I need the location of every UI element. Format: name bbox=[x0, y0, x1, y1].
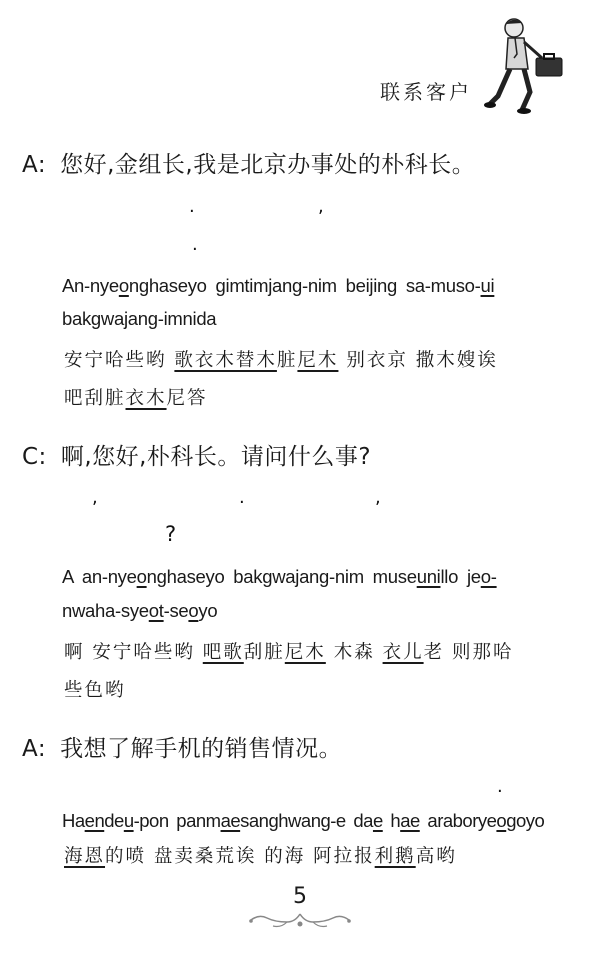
roman-segment: mjang- bbox=[253, 275, 308, 296]
pron-segment: 木森 bbox=[325, 642, 383, 663]
romanization-line: bakgwajang-imnida bbox=[62, 308, 217, 329]
pron-segment-underlined: 衣木 bbox=[125, 388, 167, 409]
korean-text: . bbox=[192, 234, 198, 255]
roman-segment: -se bbox=[163, 600, 189, 621]
korean-text: , bbox=[375, 487, 381, 508]
roman-segment-underlined: ot bbox=[148, 600, 164, 621]
roman-segment: muso- bbox=[430, 275, 481, 296]
roman-segment: h bbox=[382, 810, 401, 831]
chinese-pronunciation-line bbox=[64, 842, 457, 868]
pron-segment-underlined: 歌衣木替木 bbox=[174, 350, 277, 371]
pron-segment: 尼答 bbox=[166, 388, 208, 409]
korean-text: . bbox=[239, 487, 245, 508]
pron-segment-underlined: 吧歌 bbox=[202, 642, 244, 663]
korean-text: , bbox=[92, 487, 98, 508]
pron-segment-underlined: 尼木 bbox=[297, 350, 339, 371]
romanization-line bbox=[62, 600, 217, 622]
pron-segment: 吧刮脏 bbox=[64, 388, 126, 409]
roman-segment: m beiji bbox=[321, 275, 377, 296]
chinese-pronunciation-line: 些色哟 bbox=[64, 680, 126, 701]
roman-segment: araborye bbox=[419, 810, 497, 831]
korean-text: . bbox=[189, 196, 195, 217]
roman-segment: An-nye bbox=[62, 275, 119, 296]
roman-segment-underlined: ae bbox=[220, 810, 241, 831]
roman-segment: llo je bbox=[440, 566, 481, 587]
chinese-sentence: 您好,金组长,我是北京办事处的朴科长。 bbox=[60, 152, 476, 178]
roman-segment: mti bbox=[229, 275, 254, 296]
roman-segment: A an-nye bbox=[62, 566, 137, 587]
pron-segment-underlined: 利鹅 bbox=[374, 846, 416, 867]
pron-segment: 的喷 盘卖桑荒诶 的海 阿拉报 bbox=[105, 846, 375, 867]
roman-segment: yo bbox=[198, 600, 218, 621]
romanization-line bbox=[62, 275, 494, 297]
roman-segment: ng sa- bbox=[377, 275, 431, 296]
korean-text: . bbox=[497, 776, 503, 797]
roman-segment: ni bbox=[307, 275, 322, 296]
roman-segment: -pon panm bbox=[133, 810, 221, 831]
roman-segment-underlined: en bbox=[84, 810, 105, 831]
speaker-label: C: bbox=[22, 444, 47, 470]
page-ornament bbox=[245, 910, 355, 932]
pron-segment: 安宁哈些哟 bbox=[64, 350, 175, 371]
chinese-pronunciation-line bbox=[64, 346, 498, 372]
pron-segment: 别衣京 撒木嫂诶 bbox=[338, 350, 498, 371]
roman-segment: nghaseyo bakgwajang-nim muse bbox=[146, 566, 417, 587]
roman-segment: sanghwang-e da bbox=[240, 810, 373, 831]
dialogue-line-c1 bbox=[22, 438, 371, 471]
pron-segment-underlined: 尼木 bbox=[284, 642, 326, 663]
korean-text: , bbox=[318, 196, 324, 217]
roman-segment: nwaha-sye bbox=[62, 600, 149, 621]
roman-segment-underlined: ui bbox=[480, 275, 495, 296]
pron-segment: 老 则那哈 bbox=[423, 642, 514, 663]
roman-segment-underlined: o bbox=[136, 566, 147, 587]
speaker-label: A: bbox=[22, 152, 47, 178]
pron-segment: 刮脏 bbox=[243, 642, 285, 663]
page-number: 5 bbox=[293, 884, 307, 909]
roman-segment: ng bbox=[128, 275, 149, 296]
romanization-line bbox=[62, 566, 497, 588]
romanization-line bbox=[62, 810, 544, 832]
roman-segment: goyo bbox=[506, 810, 545, 831]
pron-segment: 啊 安宁哈些哟 bbox=[64, 642, 203, 663]
chinese-sentence: 啊,您好,朴科长。请问什么事? bbox=[60, 444, 372, 470]
section-title: 联系客户 bbox=[380, 80, 472, 104]
roman-segment-underlined: uni bbox=[416, 566, 441, 587]
roman-segment-underlined: o bbox=[496, 810, 507, 831]
roman-segment: de bbox=[104, 810, 124, 831]
chinese-pronunciation-line bbox=[64, 638, 513, 664]
roman-segment-underlined: o bbox=[118, 275, 129, 296]
dialogue-line-a2 bbox=[22, 730, 342, 763]
korean-text: ? bbox=[165, 522, 177, 546]
roman-segment: Ha bbox=[62, 810, 85, 831]
chinese-sentence: 我想了解手机的销售情况。 bbox=[60, 736, 343, 762]
roman-segment-underlined: ae bbox=[400, 810, 420, 831]
chinese-pronunciation-line bbox=[64, 384, 208, 410]
roman-segment: haseyo gi bbox=[148, 275, 230, 296]
dialogue-line-a1 bbox=[22, 146, 475, 179]
roman-segment-underlined: o- bbox=[480, 566, 497, 587]
roman-segment-underlined: u bbox=[123, 810, 134, 831]
pron-segment: 高哟 bbox=[415, 846, 457, 867]
roman-segment-underlined: o bbox=[188, 600, 199, 621]
businessman-illustration bbox=[484, 14, 574, 114]
pron-segment: 脏 bbox=[276, 350, 298, 371]
roman-segment-underlined: e bbox=[372, 810, 383, 831]
speaker-label: A: bbox=[22, 736, 47, 762]
pron-segment-underlined: 衣儿 bbox=[382, 642, 424, 663]
pron-segment-underlined: 海恩 bbox=[64, 846, 106, 867]
